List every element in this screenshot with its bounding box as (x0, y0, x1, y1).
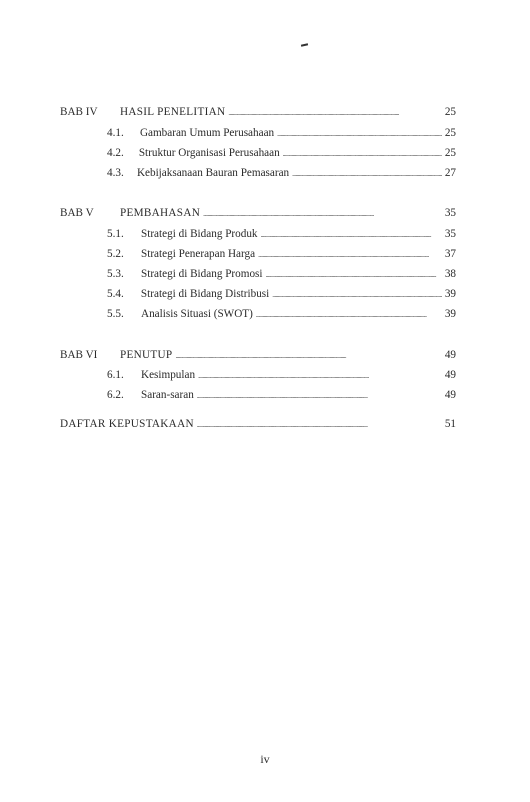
page-number: 35 (444, 228, 456, 240)
toc-section-row (107, 226, 456, 242)
page-number: 37 (444, 248, 456, 260)
chapter-label: BAB VI (60, 349, 98, 361)
toc-chapter-row (60, 205, 456, 221)
toc-chapter-row (60, 347, 456, 363)
toc-section-row (107, 367, 456, 383)
page-number: 39 (444, 288, 456, 300)
page-number: 51 (444, 418, 456, 430)
toc-section-row (107, 387, 456, 403)
dot-leader (292, 165, 442, 182)
section-number: 5.2. (107, 248, 124, 260)
page-number: 25 (444, 147, 456, 159)
section-title: Strategi di Bidang Distribusi (140, 288, 270, 300)
toc-bibliography-row (60, 416, 456, 432)
section-title: Kebijaksanaan Bauran Pemasaran (136, 167, 290, 179)
dot-leader (261, 226, 442, 243)
dot-leader (277, 125, 442, 142)
dot-leader (272, 286, 442, 303)
dot-leader (266, 266, 442, 283)
section-number: 4.2. (107, 147, 124, 159)
page-footer-number: iv (260, 752, 270, 766)
chapter-title: HASIL PENELITIAN (120, 106, 226, 118)
dot-leader (256, 306, 442, 323)
section-title: Kesimpulan (141, 369, 196, 381)
toc-section-row (107, 286, 456, 302)
page-number: 49 (444, 389, 456, 401)
toc-section-row (107, 246, 456, 262)
chapter-title: PENUTUP (120, 349, 173, 361)
page-number: 25 (444, 127, 456, 139)
toc-section-row (107, 125, 456, 141)
bibliography-title: DAFTAR KEPUSTAKAAN (60, 418, 194, 430)
section-number: 4.1. (107, 127, 124, 139)
section-title: Analisis Situasi (SWOT) (141, 308, 253, 320)
section-title: Strategi di Bidang Promosi (141, 268, 263, 280)
section-number: 6.2. (107, 389, 124, 401)
dot-leader (228, 104, 441, 121)
page-number: 25 (444, 106, 456, 118)
dot-leader (197, 416, 442, 433)
toc-section-row (107, 266, 456, 282)
section-number: 4.3. (107, 167, 124, 179)
toc-chapter-row (60, 104, 456, 120)
section-number: 5.4. (107, 288, 124, 300)
chapter-title: PEMBAHASAN (120, 207, 201, 219)
dot-leader (175, 347, 441, 364)
page-number: 38 (444, 268, 456, 280)
section-title: Strategi Penerapan Harga (141, 248, 256, 260)
page-number: 27 (444, 167, 456, 179)
dot-leader (283, 145, 442, 162)
scan-mark (301, 43, 308, 46)
chapter-label: BAB V (60, 207, 94, 219)
toc-section-row (107, 145, 456, 161)
section-number: 5.5. (107, 308, 124, 320)
section-number: 6.1. (107, 369, 124, 381)
dot-leader (198, 367, 442, 384)
page-number: 49 (444, 369, 456, 381)
page-number: 39 (444, 308, 456, 320)
section-number: 5.1. (107, 228, 124, 240)
chapter-label: BAB IV (60, 106, 98, 118)
toc-section-row (107, 306, 456, 322)
dot-leader (203, 205, 442, 222)
section-title: Strategi di Bidang Produk (141, 228, 258, 240)
page-number: 49 (444, 349, 456, 361)
dot-leader (258, 246, 442, 263)
dot-leader (197, 387, 442, 404)
page-number: 35 (444, 207, 456, 219)
toc-section-row (107, 165, 456, 181)
section-title: Gambaran Umum Perusahaan (139, 127, 275, 139)
section-number: 5.3. (107, 268, 124, 280)
section-title: Struktur Organisasi Perusahaan (138, 147, 280, 159)
section-title: Saran-saran (141, 389, 194, 401)
